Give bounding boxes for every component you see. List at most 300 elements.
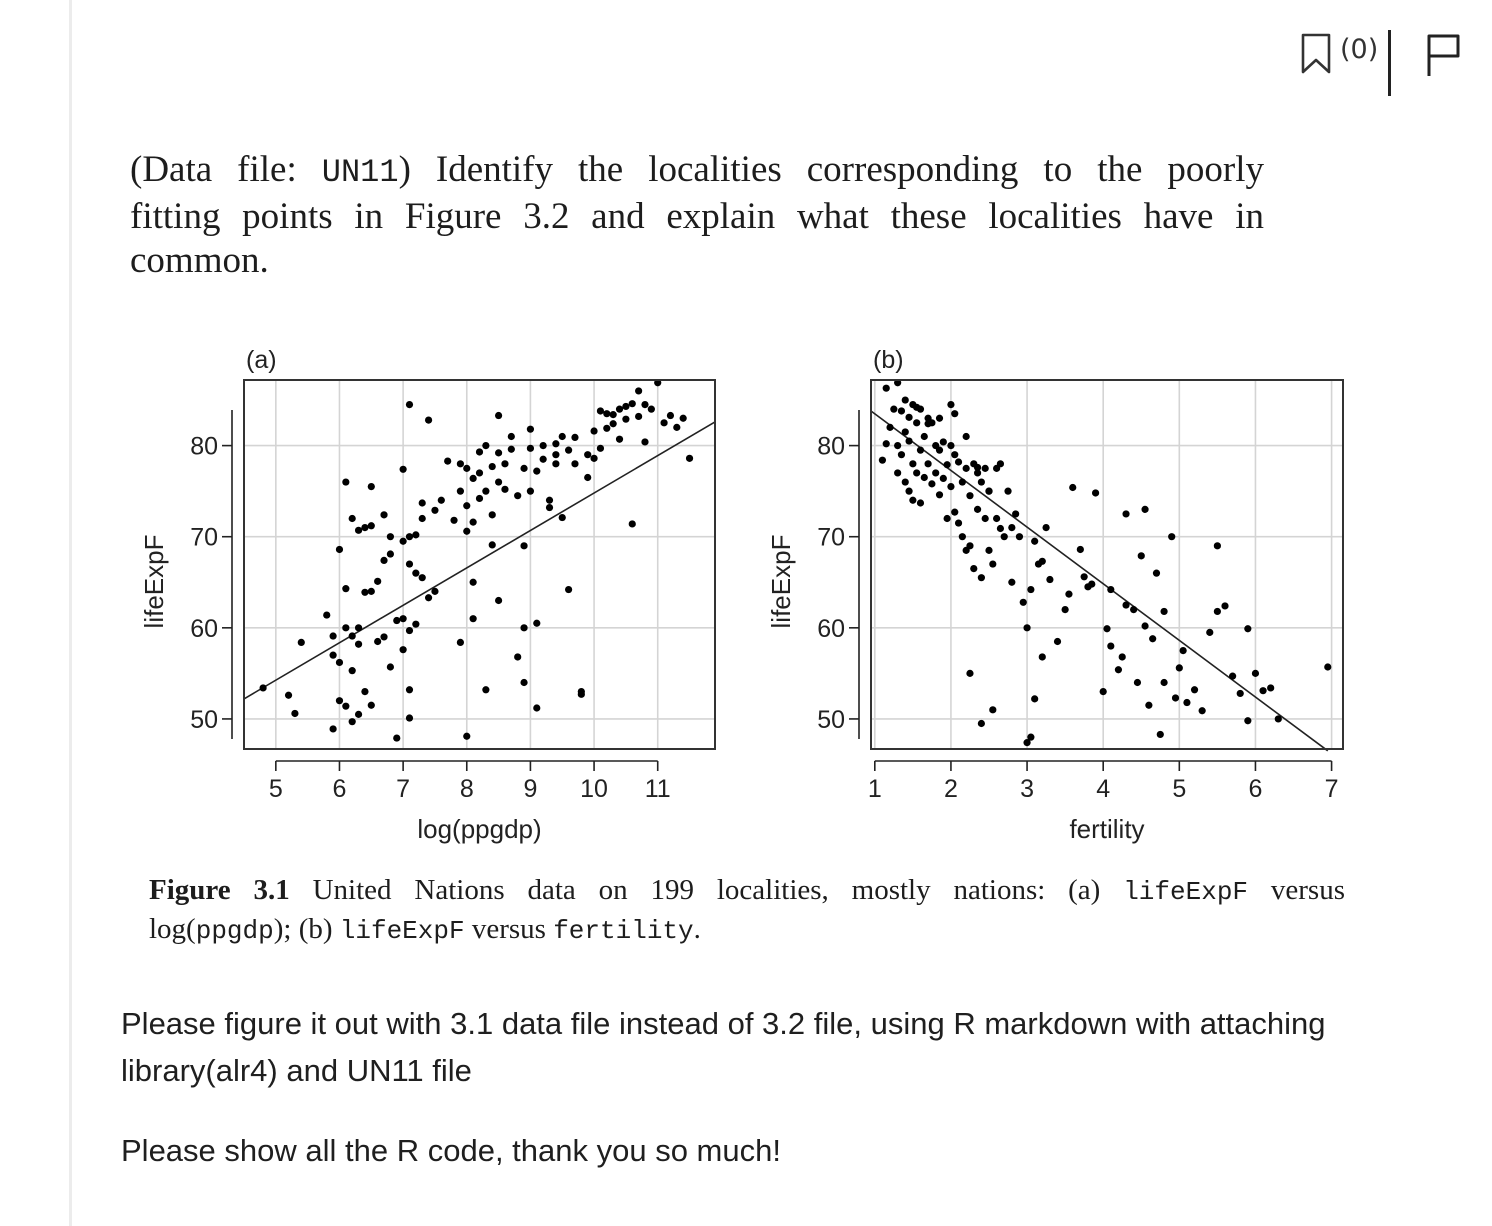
chart-b-point [1069,484,1076,491]
chart-a-point [336,659,343,666]
chart-a-point [336,546,343,553]
chart-b-point [1252,670,1259,677]
chart-b-x-tick-label: 3 [1020,775,1035,803]
chart-b-point [1237,690,1244,697]
chart-a-point [514,492,521,499]
chart-a-point [438,497,445,504]
chart-b-point [890,406,897,413]
chart-b-point [905,414,912,421]
chart-a-point [495,412,502,419]
chart-a-point [540,456,547,463]
question-text [130,148,1264,283]
chart-b-point [894,442,901,449]
chart-a-point [336,697,343,704]
chart-b-point [1145,702,1152,709]
chart-a-point [648,406,655,413]
chart-a-point [559,433,566,440]
chart-a-point [355,527,362,534]
chart-a-point [463,733,470,740]
chart-b-point [883,385,890,392]
chart-a-point [259,684,266,691]
chart-a-point [552,451,559,458]
chart-a-point [686,455,693,462]
chart-b-point [959,478,966,485]
chart-a-y-tick-label: 70 [190,523,218,552]
chart-a-point [552,440,559,447]
chart-b-point [1244,717,1251,724]
chart-a-point [412,621,419,628]
chart-b-point [989,706,996,713]
chart-a-point [355,711,362,718]
chart-b-point [879,457,886,464]
chart-a-point [330,652,337,659]
chart-a-point [400,646,407,653]
chart-a-point [323,611,330,618]
chart-a-point [571,460,578,467]
chart-b-point [1062,606,1069,613]
chart-b-point [1008,579,1015,586]
chart-b-point [1168,533,1175,540]
toolbar [1300,28,1470,98]
chart-a-point [476,448,483,455]
chart-a-point [470,615,477,622]
chart-b-point [1138,552,1145,559]
chart-b-point [1259,687,1266,694]
chart-b-point [1027,734,1034,741]
chart-b-point [1077,546,1084,553]
caption-label: Figure 3.1 [149,874,290,906]
chart-a-point [374,578,381,585]
chart-a-point [349,632,356,639]
chart-a-point [514,653,521,660]
chart-b-point [1042,524,1049,531]
chart-b-point [997,460,1004,467]
chart-b-point [978,574,985,581]
chart-a-point [482,686,489,693]
chart-a-point [520,465,527,472]
chart-a-point [495,449,502,456]
chart-a-point [406,627,413,634]
chart-b-point [902,396,909,403]
chart-a-point [361,524,368,531]
chart-a-point [559,514,566,521]
chart-a-point [380,633,387,640]
chart-a-point [425,594,432,601]
chart-b-point [1031,538,1038,545]
chart-b-point [924,420,931,427]
chart-b-point [1149,635,1156,642]
chart-a-point [667,412,674,419]
bookmark-icon[interactable] [1300,32,1332,72]
chart-b-point [985,488,992,495]
chart-a-point [610,420,617,427]
chart-b-point [894,469,901,476]
chart-b-frame [871,380,1343,749]
chart-a-point [355,641,362,648]
chart-a-point [476,469,483,476]
chart-b-point [944,461,951,468]
chart-a-point [349,515,356,522]
chart-a-x-tick-label: 6 [332,775,347,803]
chart-a-point [641,401,648,408]
chart-b-x-tick-label: 6 [1248,775,1263,803]
chart-b-point [940,475,947,482]
chart-b-x-tick-label: 1 [867,775,882,803]
chart-a-point [368,588,375,595]
chart-b-point [951,509,958,516]
chart-b-point [955,458,962,465]
chart-b-y-tick-label: 80 [817,432,845,461]
chart-a-point [584,474,591,481]
chart-a-point [635,387,642,394]
chart-b-point [1016,533,1023,540]
chart-b-point [921,474,928,481]
chart-a-point [622,416,629,423]
chart-a-point [393,734,400,741]
chart-b-point [886,424,893,431]
figure-3-1 [130,330,1370,860]
chart-a-point [349,667,356,674]
chart-a-y-tick-label: 60 [190,614,218,643]
chart-b-point [883,440,890,447]
chart-a-point [597,445,604,452]
chart-b-point [1081,573,1088,580]
chart-b-point [902,428,909,435]
chart-a-point [380,511,387,518]
chart-b-point [1214,608,1221,615]
chart-a-frame [244,380,715,749]
chart-b-point [936,447,943,454]
chart-a-point [482,488,489,495]
flag-icon[interactable] [1424,32,1464,78]
chart-b-point [993,515,1000,522]
request-line-2: Please show all the R code, thank you so much! [121,1133,781,1168]
chart-b-point [978,720,985,727]
chart-a-point [495,597,502,604]
chart-a-x-tick-label: 8 [459,775,474,803]
chart-b-point [963,465,970,472]
chart-a-point [673,424,680,431]
chart-a-point [285,692,292,699]
chart-b-point [921,433,928,440]
chart-a-point [533,620,540,627]
chart-b-point [1122,601,1129,608]
chart-b-point [1107,586,1114,593]
chart-a-point [527,488,534,495]
chart-b-y-tick-label: 60 [817,614,845,643]
chart-b-point [970,565,977,572]
chart-a-point [457,639,464,646]
chart-b-point [928,480,935,487]
chart-a-point [508,433,515,440]
chart-b-point [1100,688,1107,695]
chart-b-point [963,433,970,440]
chart-a-point [546,504,553,511]
chart-b-point [913,469,920,476]
chart-b-point [1180,647,1187,654]
chart-a-point [610,411,617,418]
chart-b-point [1023,624,1030,631]
chart-b-point [951,451,958,458]
chart-a-point [482,442,489,449]
chart-a-point [431,507,438,514]
chart-b-point [1267,684,1274,691]
chart-b-point [1119,653,1126,660]
chart-b-title: (b) [873,346,904,374]
chart-a-point [406,686,413,693]
chart-a-point [419,515,426,522]
chart-b-point [909,497,916,504]
chart-a-y-tick-label: 80 [190,432,218,461]
chart-a-point [463,502,470,509]
chart-b-point [898,407,905,414]
chart-b-point [1004,488,1011,495]
chart-a-point [457,488,464,495]
chart-a-point [635,413,642,420]
chart-b-point [1039,558,1046,565]
request-line-1: Please figure it out with 3.1 data file instead of 3.2 file, using R markdown with attaching library(alr4) and UN11 file [121,1006,1326,1088]
chart-a-point [393,617,400,624]
chart-a-point [444,457,451,464]
chart-b-point [1244,625,1251,632]
chart-a-point [431,588,438,595]
chart-b-point [940,438,947,445]
chart-a-point [374,638,381,645]
chart-b-y-label: lifeExpF [766,534,796,629]
chart-b-point [959,533,966,540]
chart-b-point [932,469,939,476]
chart-b-point [1122,510,1129,517]
chart-a-point [368,702,375,709]
chart-b-point [1153,570,1160,577]
chart-a-point [565,447,572,454]
chart-b-point [1157,731,1164,738]
chart-a-point [470,579,477,586]
chart-b-point [974,464,981,471]
chart-a-point [495,478,502,485]
chart-b-point [947,401,954,408]
figure-caption: Figure 3.1 United Nations data on 199 localities, mostly nations: (a) lifeExpF versus log(ppgdp); (b) lifeExpF versus fertility. [149,874,1345,946]
chart-a-point [470,475,477,482]
chart-a-point [387,550,394,557]
chart-a-y-tick-label: 50 [190,705,218,734]
chart-b-point [966,670,973,677]
chart-a-point [629,520,636,527]
chart-a-point [489,511,496,518]
chart-a-point [457,460,464,467]
chart-a-point [349,718,356,725]
chart-a-point [412,531,419,538]
chart-b-point [997,525,1004,532]
chart-a-point [361,589,368,596]
chart-b-point [1130,606,1137,613]
chart-a-point [330,632,337,639]
chart-b-point [966,542,973,549]
chart-a-point [419,499,426,506]
chart-a-point [291,710,298,717]
chart-b-point [1046,576,1053,583]
chart-a-x-tick-label: 11 [644,775,671,803]
question-line-2: fitting points in Figure 3.2 and explain what these localities have in [130,196,1264,237]
chart-b-point [966,492,973,499]
chart-b-point [1199,707,1206,714]
chart-b-point [1160,608,1167,615]
chart-b-point [913,404,920,411]
chart-a-point [590,427,597,434]
chart-b-point [1229,673,1236,680]
chart-a-x-tick-label: 5 [268,775,283,803]
chart-a-point [533,468,540,475]
chart-a-point [380,557,387,564]
chart-a-point [660,419,667,426]
chart-a-point [540,442,547,449]
chart-b-point [1183,699,1190,706]
chart-b-point [1206,629,1213,636]
chart-a-point [501,460,508,467]
chart-a-point [629,400,636,407]
chart-a-point [400,538,407,545]
chart-a-point [342,703,349,710]
chart-a-point [368,522,375,529]
chart-a-point [400,466,407,473]
chart-b-point [905,437,912,444]
question-line-1: (Data file: UN11) Identify the localities corresponding to the poorly [130,149,1265,191]
chart-b-y-tick-label: 50 [817,705,845,734]
chart-a-point [400,615,407,622]
chart-a-point [361,688,368,695]
chart-a-point [552,460,559,467]
chart-b-point [1176,664,1183,671]
chart-a-point [463,465,470,472]
chart-a-point [476,495,483,502]
toolbar-divider [1388,30,1391,96]
chart-a-point [387,663,394,670]
chart-b-point [1008,524,1015,531]
chart-b-point [944,515,951,522]
chart-b-x-tick-label: 4 [1096,775,1111,803]
chart-a-point [520,624,527,631]
chart-a-point [406,401,413,408]
chart-b-x-tick-label: 2 [943,775,958,803]
chart-b-y-tick-label: 70 [817,523,845,552]
chart-a-point [501,486,508,493]
chart-b-point [1172,694,1179,701]
chart-a-point [298,639,305,646]
chart-a-x-tick-label: 9 [523,775,538,803]
chart-a-point [489,463,496,470]
chart-a-point [470,519,477,526]
chart-a-point [527,445,534,452]
chart-b-point [1160,679,1167,686]
chart-b-x-tick-label: 5 [1172,775,1187,803]
chart-b-x-tick-label: 7 [1324,775,1339,803]
chart-b-point [924,460,931,467]
chart-b-point [1134,679,1141,686]
chart-a-point [463,528,470,535]
chart-b-point [1141,622,1148,629]
chart-b-point [1088,580,1095,587]
chart-a-x-tick-label: 10 [580,775,608,803]
chart-a-point [527,426,534,433]
chart-b-point [982,515,989,522]
question-line-3: common. [130,240,269,281]
chart-b-fit-line [871,411,1328,751]
chart-b-point [974,506,981,513]
chart-b-point [1141,506,1148,513]
chart-b-point [1012,510,1019,517]
chart-a-point [533,704,540,711]
chart-a-point [342,585,349,592]
chart-b-point [905,488,912,495]
chart-a-point [603,410,610,417]
data-file-name: UN11 [321,154,399,191]
chart-a-point [425,416,432,423]
chart-b-point [1031,695,1038,702]
chart-b-point [1103,625,1110,632]
chart-a-y-label: lifeExpF [139,534,169,629]
chart-b-point [1054,638,1061,645]
chart-a-point [641,438,648,445]
chart-a-point [603,425,610,432]
chart-a-point [412,570,419,577]
chart-b-point [1107,642,1114,649]
chart-a-point [616,406,623,413]
chart-b-point [902,478,909,485]
left-border [69,0,72,1226]
chart-b-point [1221,602,1228,609]
chart-b-point [917,447,924,454]
chart-a-point [578,688,585,695]
bookmark-count: (0) [1340,34,1379,65]
chart-b-point [951,410,958,417]
chart-b-point [978,478,985,485]
chart-b-point [898,451,905,458]
chart-b-point [913,419,920,426]
chart-a-point [342,478,349,485]
chart-a-point [489,541,496,548]
chart-a-x-label: log(ppgdp) [417,814,542,844]
chart-a-point [546,497,553,504]
chart-a-fit-line [244,422,715,699]
chart-b-x-label: fertility [1069,814,1145,844]
chart-a-x-tick-label: 7 [396,775,411,803]
chart-b-point [936,415,943,422]
chart-a-point [387,533,394,540]
chart-a-point [508,446,515,453]
chart-a-point [406,533,413,540]
chart-a-point [368,483,375,490]
chart-b-point [947,442,954,449]
chart-b-point [1191,686,1198,693]
chart-b-point [955,519,962,526]
chart-a-point [342,624,349,631]
chart-b-point [1065,591,1072,598]
chart-b-point [1020,599,1027,606]
chart-a-point [565,586,572,593]
chart-b-point [985,547,992,554]
chart-b-point [1092,489,1099,496]
chart-a-point [597,407,604,414]
chart-b-point [917,499,924,506]
chart-b-point [1001,533,1008,540]
chart-b-point [936,491,943,498]
chart-a-point [330,725,337,732]
chart-a-point [622,403,629,410]
chart-a-point [571,434,578,441]
chart-a-point [450,517,457,524]
chart-b-point [1275,715,1282,722]
chart-a-point [680,415,687,422]
